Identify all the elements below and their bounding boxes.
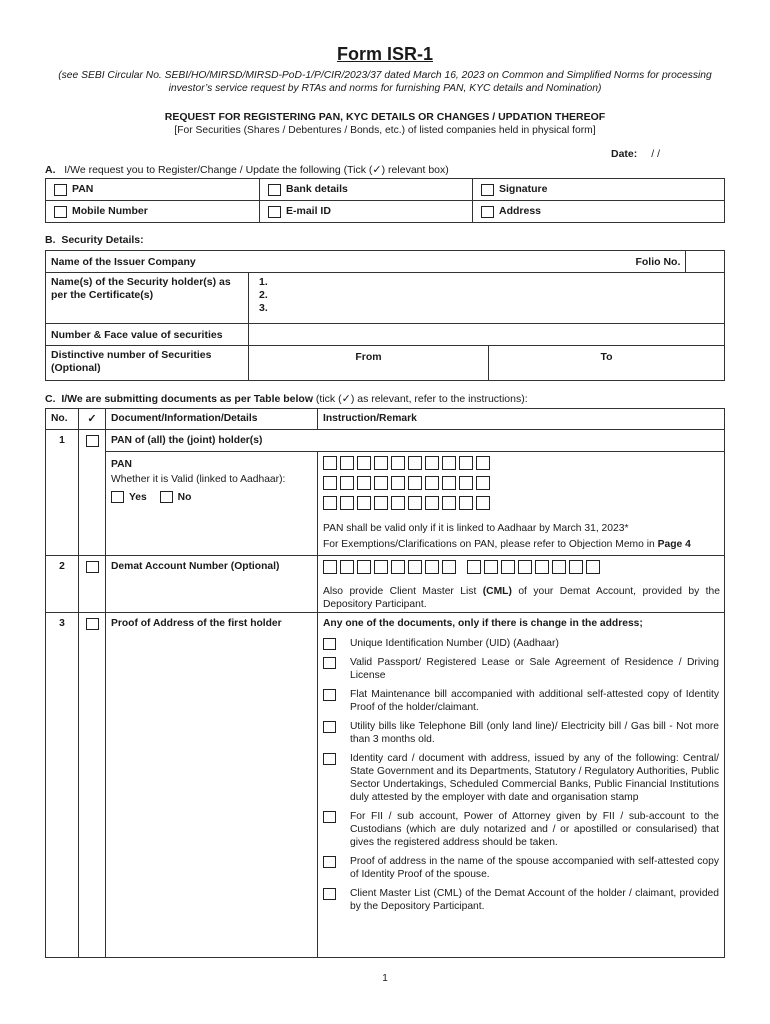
character-box[interactable] [357, 476, 371, 490]
checkbox[interactable] [54, 184, 67, 196]
section-a-intro [45, 163, 449, 176]
checkbox[interactable] [481, 206, 494, 218]
character-box[interactable] [425, 476, 439, 490]
pan-note-2: For Exemptions/Clarifications on PAN, please refer to Objection Memo in Page 4 [323, 539, 691, 550]
date-label: Date: [611, 148, 638, 160]
character-box[interactable] [357, 456, 371, 470]
page-number: 1 [382, 973, 388, 984]
row1-title: PAN of (all) the (joint) holder(s) [106, 430, 725, 452]
pan-note-1: PAN shall be valid only if it is linked to Aadhaar by March 31, 2023* [323, 523, 629, 534]
checkbox[interactable] [323, 753, 336, 765]
check-icon: ✓ [341, 393, 351, 405]
checkbox[interactable] [323, 638, 336, 650]
character-box[interactable] [552, 560, 566, 574]
option-address[interactable]: Address [473, 201, 725, 223]
character-box[interactable] [476, 456, 490, 470]
security-details-table [45, 250, 725, 381]
character-box[interactable] [374, 496, 388, 510]
to-cell[interactable]: To [489, 346, 725, 381]
row2-number: 2 [46, 556, 79, 613]
issuer-company-label: Name of the Issuer Company [51, 256, 196, 268]
character-box[interactable] [442, 476, 456, 490]
no-label: No [177, 492, 192, 503]
character-box[interactable] [340, 476, 354, 490]
character-box[interactable] [374, 456, 388, 470]
yes-label: Yes [129, 492, 147, 503]
from-cell[interactable]: From [249, 346, 489, 381]
character-box[interactable] [476, 476, 490, 490]
character-box[interactable] [459, 456, 473, 470]
row1-number: 1 [46, 430, 79, 556]
checkbox[interactable] [268, 206, 281, 218]
row3-title: Proof of Address of the first holder [106, 613, 318, 958]
character-box[interactable] [501, 560, 515, 574]
row1-pan-boxes[interactable] [318, 452, 725, 556]
date-field[interactable] [611, 148, 660, 160]
col-no-header: No. [46, 409, 79, 430]
section-a-text: I/We request you to Register/Change / Update the following (Tick ( [64, 164, 373, 176]
form-title: Form ISR-1 [336, 44, 433, 64]
checkbox[interactable] [54, 206, 67, 218]
character-box[interactable] [391, 496, 405, 510]
proof-item[interactable]: Proof of address in the name of the spouse accompanied with self-attested copy of Identity Proof of the spouse. [323, 855, 719, 881]
row2-demat-cell[interactable] [318, 556, 725, 613]
character-box[interactable] [586, 560, 600, 574]
character-box[interactable] [425, 456, 439, 470]
row3-instr-title: Any one of the documents, only if there is change in the address; [323, 618, 643, 629]
option-email-id[interactable]: E-mail ID [260, 201, 473, 223]
option-pan[interactable]: PAN [46, 179, 260, 201]
option-signature[interactable]: Signature [473, 179, 725, 201]
row2-tick[interactable] [79, 556, 106, 613]
form-subtitle: (see SEBI Circular No. SEBI/HO/MIRSD/MIRSD-PoD-1/P/CIR/2023/37 dated March 16, 2023 on Common and Simplified Norms for processing investor’s service request by RTAs and norms for furnishing PAN, KYC details and Nomination) [58, 70, 712, 94]
documents-table [45, 408, 725, 958]
date-slashes: / / [651, 148, 661, 160]
row1-pan-cell [106, 452, 318, 556]
character-box[interactable] [391, 476, 405, 490]
character-box[interactable] [535, 560, 549, 574]
folio-number-input[interactable] [686, 251, 725, 273]
no-checkbox[interactable] [160, 491, 173, 503]
section-c-intro: C. I/We are submitting documents as per Table below (tick (✓) as relevant, refer to the instructions): [45, 393, 528, 405]
character-box[interactable] [323, 476, 337, 490]
character-box[interactable] [323, 496, 337, 510]
character-box[interactable] [459, 476, 473, 490]
checkbox[interactable] [323, 811, 336, 823]
character-box[interactable] [374, 560, 388, 574]
check-icon: ✓ [372, 164, 382, 176]
character-box[interactable] [442, 456, 456, 470]
character-box[interactable] [425, 560, 439, 574]
character-box[interactable] [476, 496, 490, 510]
holder-names-input[interactable]: 1. 2. 3. [249, 273, 725, 324]
character-box[interactable] [408, 476, 422, 490]
pan-valid-question: Whether it is Valid (linked to Aadhaar): [111, 474, 286, 485]
request-heading: REQUEST FOR REGISTERING PAN, KYC DETAILS OR CHANGES / UPDATION THEREOF [164, 111, 606, 123]
proof-item[interactable]: For FII / sub account, Power of Attorney given by FII / sub-account to the Custodians (which are duly notarized and / or apostilled or consularised) that gives the registered address should be taken. [323, 810, 719, 849]
section-a-label: A. [45, 164, 56, 176]
row1-tick[interactable] [79, 430, 106, 556]
row2-title: Demat Account Number (Optional) [106, 556, 318, 613]
checkbox[interactable] [481, 184, 494, 196]
checkbox[interactable] [323, 856, 336, 868]
section-a-text-end: ) relevant box) [381, 164, 449, 176]
col-doc-header: Document/Information/Details [106, 409, 318, 430]
character-box[interactable] [484, 560, 498, 574]
proof-item[interactable]: Client Master List (CML) of the Demat Account of the holder / claimant, provided by the Depository Participant. [323, 887, 719, 913]
row3-tick[interactable] [79, 613, 106, 958]
checkbox[interactable] [268, 184, 281, 196]
checkbox[interactable] [86, 435, 99, 447]
section-b-title: B. Security Details: [45, 234, 144, 246]
check-icon: ✓ [87, 413, 97, 425]
checkbox[interactable] [323, 721, 336, 733]
character-box[interactable] [408, 456, 422, 470]
character-box[interactable] [391, 456, 405, 470]
folio-label: Folio No. [635, 256, 681, 268]
character-box[interactable] [408, 560, 422, 574]
number-face-input[interactable] [249, 324, 725, 346]
character-box[interactable] [425, 496, 439, 510]
character-box[interactable] [459, 496, 473, 510]
character-box[interactable] [408, 496, 422, 510]
pan-character-boxes[interactable] [323, 456, 724, 516]
proof-item[interactable]: Identity card / document with address, issued by any of the following: Central/ State Government and its Departments, Statutory / Regulatory Authorities, Public Sector Undertakings, Scheduled Commercial Banks, Public Financial Institutions duly attested by the employer with date and organisation stamp [323, 752, 719, 804]
proof-item[interactable]: Flat Maintenance bill accompanied with additional self-attested copy of Identity Proof of the holder/claimant. [323, 688, 719, 714]
option-bank-details[interactable]: Bank details [260, 179, 473, 201]
character-box[interactable] [518, 560, 532, 574]
character-box[interactable] [442, 560, 456, 574]
character-box[interactable] [323, 456, 337, 470]
option-mobile-number[interactable]: Mobile Number [46, 201, 260, 223]
character-box[interactable] [569, 560, 583, 574]
character-box[interactable] [340, 456, 354, 470]
request-subheading: [For Securities (Shares / Debentures / Bonds, etc.) of listed companies held in physical form] [174, 125, 596, 136]
demat-character-boxes[interactable] [323, 560, 720, 580]
number-face-label: Number & Face value of securities [46, 324, 249, 346]
section-a-table [45, 178, 725, 223]
character-box[interactable] [323, 560, 337, 574]
checkbox[interactable] [86, 618, 99, 630]
yes-checkbox[interactable] [111, 491, 124, 503]
demat-note: Also provide Client Master List (CML) of your Demat Account, provided by the Depository Participant. [323, 586, 720, 610]
checkbox[interactable] [323, 657, 336, 669]
character-box[interactable] [467, 560, 481, 574]
checkbox[interactable] [323, 888, 336, 900]
checkbox[interactable] [323, 689, 336, 701]
character-box[interactable] [357, 560, 371, 574]
character-box[interactable] [340, 496, 354, 510]
col-tick-header [79, 409, 106, 430]
pan-label: PAN [111, 459, 132, 470]
checkbox[interactable] [86, 561, 99, 573]
holders-label: Name(s) of the Security holder(s) as per the Certificate(s) [46, 273, 249, 324]
row3-number: 3 [46, 613, 79, 958]
col-instr-header: Instruction/Remark [318, 409, 725, 430]
distinctive-label: Distinctive number of Securities (Optional) [46, 346, 249, 381]
proof-item[interactable]: Utility bills like Telephone Bill (only land line)/ Electricity bill / Gas bill - Not more than 3 months old. [323, 720, 719, 746]
row3-address-proofs [318, 613, 725, 958]
character-box[interactable] [442, 496, 456, 510]
proof-item[interactable]: Valid Passport/ Registered Lease or Sale Agreement of Residence / Driving License [323, 656, 719, 682]
character-box[interactable] [340, 560, 354, 574]
character-box[interactable] [357, 496, 371, 510]
character-box[interactable] [391, 560, 405, 574]
proof-item[interactable]: Unique Identification Number (UID) (Aadhaar) [323, 637, 719, 650]
character-box[interactable] [374, 476, 388, 490]
issuer-company-cell[interactable] [46, 251, 686, 273]
